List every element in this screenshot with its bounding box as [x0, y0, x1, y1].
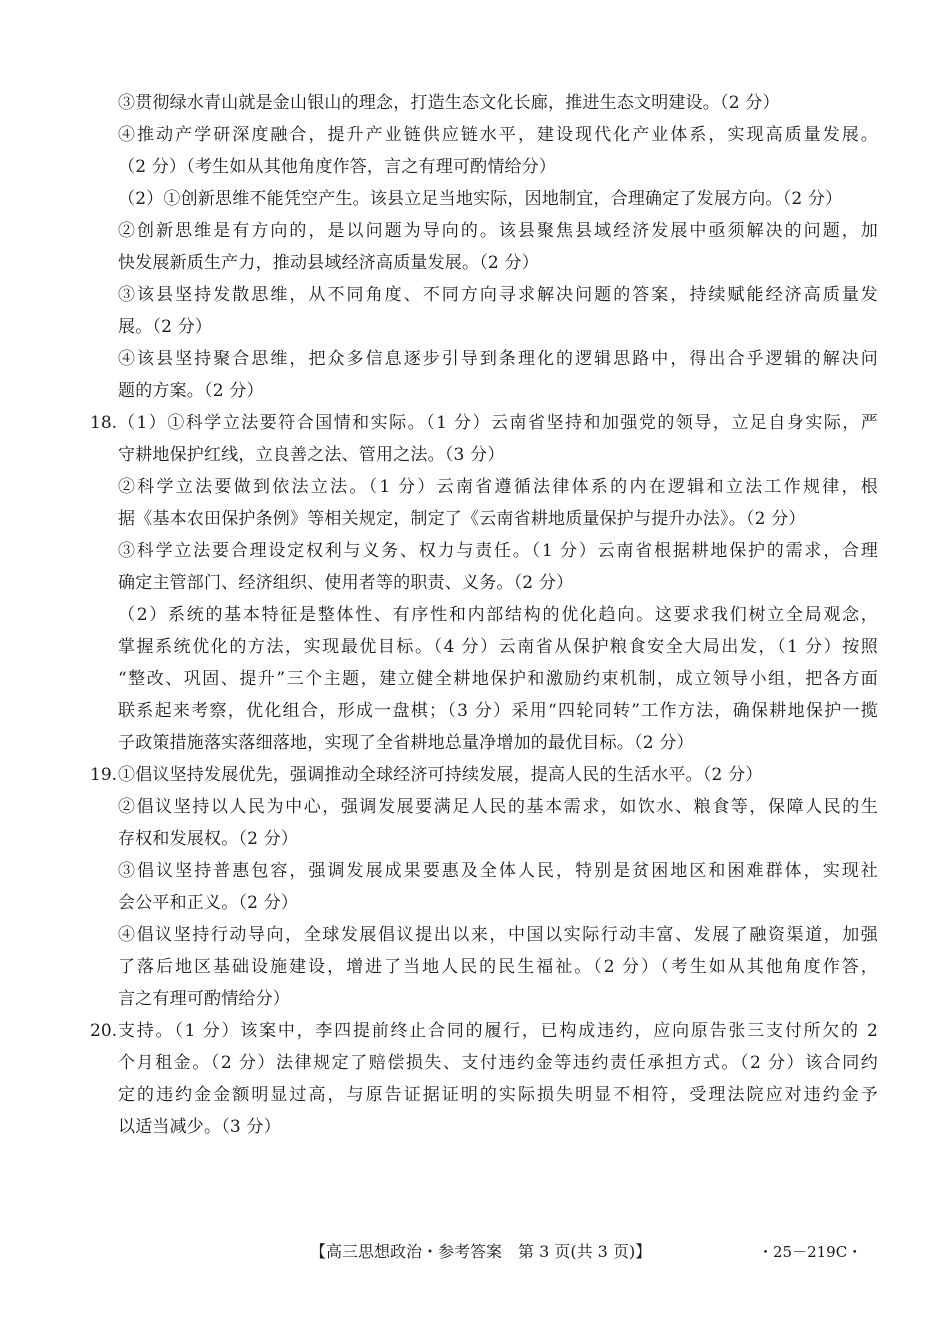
- question-number: 20.: [90, 1021, 118, 1041]
- answer-line: 言之有理可酌情给分）: [118, 989, 290, 1009]
- answer-line: ③科学立法要合理设定权利与义务、权力与责任。（1 分）云南省根据耕地保护的需求，合理: [118, 541, 878, 561]
- answer-line: ④倡议坚持行动导向，全球发展倡议提出以来，中国以实际行动丰富、发展了融资渠道，加强: [118, 925, 878, 945]
- answer-line: 存权和发展权。（2 分）: [118, 829, 299, 849]
- answer-line: 题的方案。（2 分）: [118, 381, 264, 401]
- answer-line: ②科学立法要做到依法立法。（1 分）云南省遵循法律体系的内在逻辑和立法工作规律，根: [118, 477, 878, 497]
- answer-line: ③倡议坚持普惠包容，强调发展成果要惠及全体人民，特别是贫困地区和困难群体，实现社: [118, 861, 878, 881]
- question-number: 19.: [90, 765, 118, 785]
- answer-line: 会公平和正义。（2 分）: [118, 893, 299, 913]
- answer-line: 据《基本农田保护条例》等相关规定，制定了《云南省耕地质量保护与提升办法》。（2 分）: [118, 509, 806, 529]
- answer-line: （1）①科学立法要符合国情和实际。（1 分）云南省坚持和加强党的领导，立足自身实际，严: [118, 413, 878, 433]
- answer-line: 守耕地保护红线，立良善之法、管用之法。（3 分）: [118, 445, 505, 465]
- question-number: 18.: [90, 413, 118, 433]
- answer-line: ③该县坚持发散思维，从不同角度、不同方向寻求解决问题的答案，持续赋能经济高质量发: [118, 285, 878, 305]
- answer-line: 以适当减少。（3 分）: [118, 1117, 281, 1137]
- answer-line: （2 分）（考生如从其他角度作答，言之有理可酌情给分）: [118, 157, 557, 177]
- page-code: ・25－219C・: [758, 1243, 863, 1261]
- answer-line: 确定主管部门、经济组织、使用者等的职责、义务。（2 分）: [118, 573, 574, 593]
- answer-line: 个月租金。（2 分）法律规定了赔偿损失、支付违约金等违约责任承担方式。（2 分）该合同约: [118, 1053, 878, 1073]
- answer-line: ①倡议坚持发展优先，强调推动全球经济可持续发展，提高人民的生活水平。（2 分）: [118, 765, 763, 785]
- answer-line: （2）①创新思维不能凭空产生。该县立足当地实际，因地制宜，合理确定了发展方向。（2 分）: [118, 189, 843, 209]
- answer-line: 定的违约金金额明显过高，与原告证据证明的实际损失明显不相符，受理法院应对违约金予: [118, 1085, 878, 1105]
- answer-line: ④该县坚持聚合思维，把众多信息逐步引导到条理化的逻辑思路中，得出合乎逻辑的解决问: [118, 349, 878, 369]
- answer-line: ③贯彻绿水青山就是金山银山的理念，打造生态文化长廊，推进生态文明建设。（2 分）: [118, 93, 780, 113]
- answer-line: 快发展新质生产力，推动县域经济高质量发展。（2 分）: [118, 253, 539, 273]
- answer-line: 子政策措施落实落细落地，实现了全省耕地总量净增加的最优目标。（2 分）: [118, 733, 694, 753]
- answer-line: ②倡议坚持以人民为中心，强调发展要满足人民的基本需求，如饮水、粮食等，保障人民的生: [118, 797, 878, 817]
- answer-line: ④推动产学研深度融合，提升产业链供应链水平，建设现代化产业体系，实现高质量发展。: [118, 125, 878, 145]
- answer-line: “整改、巩固、提升”三个主题，建立健全耕地保护和激励约束机制，成立领导小组，把各方面: [118, 669, 878, 689]
- answer-line: 掌握系统优化的方法，实现最优目标。（4 分）云南省从保护粮食安全大局出发，（1 分）按照: [118, 637, 878, 657]
- answer-line: 支持。（1 分）该案中，李四提前终止合同的履行，已构成违约，应向原告张三支付所欠的 2: [118, 1021, 878, 1041]
- answer-line: （2）系统的基本特征是整体性、有序性和内部结构的优化趋向。这要求我们树立全局观念，: [118, 605, 878, 625]
- answer-line: 了落后地区基础设施建设，增进了当地人民的民生福祉。（2 分）（考生如从其他角度作答，: [118, 957, 878, 977]
- answer-line: 展。（2 分）: [118, 317, 213, 337]
- answer-line: 联系起来考察，优化组合，形成一盘棋；（3 分）采用“四轮同转”工作方法，确保耕地保护一揽: [118, 701, 878, 721]
- page-footer: 【高三思想政治・参考答案 第 3 页(共 3 页)】: [310, 1242, 652, 1261]
- answer-line: ②创新思维是有方向的，是以问题为导向的。该县聚焦县域经济发展中亟须解决的问题，加: [118, 221, 878, 241]
